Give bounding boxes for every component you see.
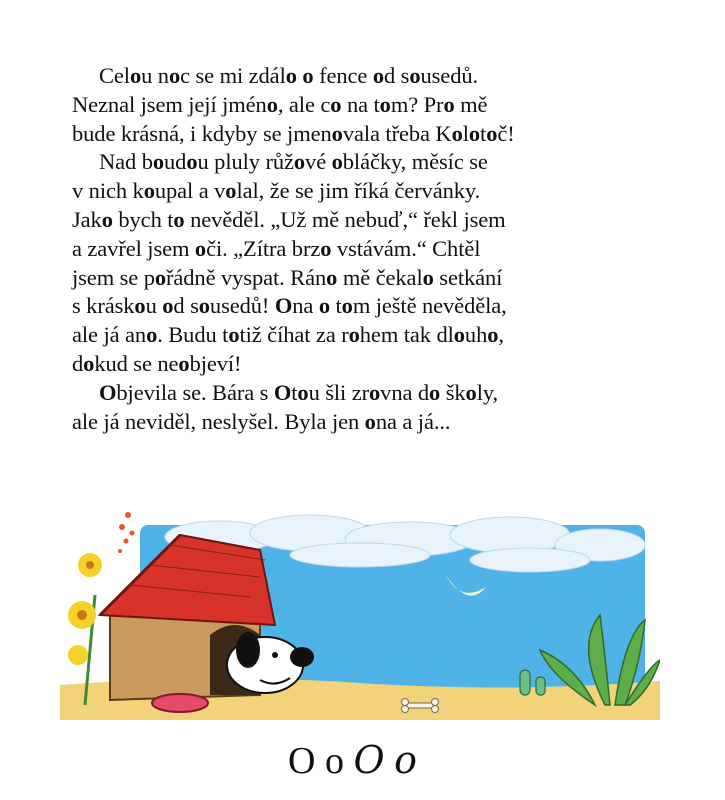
highlighted-letter: o xyxy=(486,120,498,146)
text-run: ale já neviděl, neslyšel. Byla jen xyxy=(72,408,365,434)
print-uppercase-o: O xyxy=(288,740,316,782)
highlighted-letter: o xyxy=(168,63,181,88)
text-line xyxy=(72,292,662,321)
highlighted-letter: o xyxy=(379,91,391,117)
text-line xyxy=(72,62,662,91)
highlighted-letter: o xyxy=(331,149,343,175)
highlighted-letter: o xyxy=(487,322,499,348)
highlighted-letter: o xyxy=(341,293,353,319)
highlighted-letter: o xyxy=(318,293,330,319)
highlighted-letter: o xyxy=(422,264,434,290)
highlighted-letter: o xyxy=(83,350,95,376)
highlighted-letter: o xyxy=(101,206,113,232)
text-run: vé xyxy=(305,149,332,175)
highlighted-letter: o xyxy=(162,293,174,319)
text-run: č! xyxy=(497,120,515,146)
highlighted-letter: o xyxy=(285,63,297,88)
text-run: usedů. xyxy=(420,63,479,88)
text-run: d s xyxy=(384,63,410,88)
text-run: , ale c xyxy=(277,91,331,117)
text-run: kud se ne xyxy=(94,350,179,376)
highlighted-letter: O xyxy=(99,379,117,405)
highlighted-letter: o xyxy=(409,63,421,88)
text-run: bych t xyxy=(112,206,174,232)
text-run: u pluly růž xyxy=(197,149,294,175)
text-run: tiž číhat za r xyxy=(239,322,349,348)
text-run: na a já... xyxy=(375,408,451,434)
highlighted-letter: o xyxy=(372,63,384,88)
text-run: t xyxy=(480,120,487,146)
highlighted-letter: o xyxy=(146,322,158,348)
text-line xyxy=(72,177,662,206)
highlighted-letter: o xyxy=(348,322,360,348)
text-run: uh xyxy=(464,322,488,348)
text-run: vstávám.“ Chtěl xyxy=(331,235,481,261)
highlighted-letter: o xyxy=(302,63,314,88)
text-run: m ještě nevěděla, xyxy=(352,293,507,319)
text-run: a zavřel jsem xyxy=(72,235,195,261)
highlighted-letter: o xyxy=(198,293,210,319)
text-run: ly, xyxy=(476,379,499,405)
text-run: bude krásná, i kdyby se jmen xyxy=(72,120,332,146)
text-run: šk xyxy=(440,379,466,405)
highlighted-letter: o xyxy=(364,408,376,434)
text-run: fence xyxy=(313,63,373,88)
bowl-icon xyxy=(152,694,208,712)
text-run: m? Pr xyxy=(390,91,444,117)
text-run: upal a v xyxy=(154,178,226,204)
text-run: Jak xyxy=(72,206,102,232)
text-run: jsem se p xyxy=(72,264,155,290)
story-text xyxy=(72,62,662,436)
text-run: vna d xyxy=(380,379,430,405)
script-uppercase-o: O xyxy=(353,738,385,782)
script-lowercase-o: o xyxy=(394,738,417,782)
flower-left xyxy=(68,553,102,705)
highlighted-letter: O xyxy=(273,379,292,405)
text-run: v nich k xyxy=(72,178,144,204)
text-run: bjevila se. Bára s xyxy=(116,379,274,405)
highlighted-letter: o xyxy=(194,235,207,261)
highlighted-letter: o xyxy=(451,120,463,146)
highlighted-letter: o xyxy=(369,379,381,405)
text-line xyxy=(72,321,662,350)
highlighted-letter: o xyxy=(228,322,240,348)
highlighted-letter: o xyxy=(186,149,198,175)
text-run: . Budu t xyxy=(157,322,229,348)
text-run: hem tak dl xyxy=(359,322,454,348)
text-run: l xyxy=(462,120,469,146)
highlighted-letter: o xyxy=(143,178,155,204)
text-run: řádně vyspat. Rán xyxy=(166,264,327,290)
dog-house-illustration xyxy=(60,505,660,725)
text-run: Cel xyxy=(99,63,130,88)
text-run: , xyxy=(498,322,504,348)
highlighted-letter: o xyxy=(178,350,190,376)
highlighted-letter: o xyxy=(326,264,338,290)
text-run: vala třeba K xyxy=(342,120,452,146)
highlighted-letter: o xyxy=(330,91,342,117)
text-run: t xyxy=(291,379,298,405)
text-run: u n xyxy=(141,63,169,88)
text-line xyxy=(72,264,662,293)
highlighted-letter: o xyxy=(297,379,309,405)
text-run: bjeví! xyxy=(189,350,242,376)
highlighted-letter: o xyxy=(152,149,165,175)
highlighted-letter: O xyxy=(274,293,293,319)
highlighted-letter: o xyxy=(293,149,306,175)
text-run: s krásk xyxy=(72,293,135,319)
highlighted-letter: o xyxy=(465,379,477,405)
text-run: t xyxy=(329,293,342,319)
text-run: na t xyxy=(341,91,380,117)
text-run: c se mi zdál xyxy=(180,63,286,88)
text-run: nevěděl. „Už mě nebuď,“ řekl jsem xyxy=(184,206,506,232)
text-line xyxy=(72,120,662,149)
highlighted-letter: o xyxy=(266,91,278,117)
text-run: u šli zr xyxy=(308,379,370,405)
text-run: usedů! xyxy=(209,293,275,319)
highlighted-letter: o xyxy=(331,120,343,146)
text-line xyxy=(72,379,662,408)
chimney-sparkles xyxy=(118,512,135,553)
text-run: u xyxy=(145,293,163,319)
text-run: ud xyxy=(164,149,187,175)
text-run: mě čekal xyxy=(337,264,423,290)
letter-practice xyxy=(288,735,417,785)
text-run: mě xyxy=(454,91,488,117)
text-line xyxy=(72,148,662,177)
text-line xyxy=(72,350,662,379)
highlighted-letter: o xyxy=(453,322,465,348)
highlighted-letter: o xyxy=(468,120,481,146)
highlighted-letter: o xyxy=(154,264,166,290)
text-run: Nad b xyxy=(99,149,153,175)
highlighted-letter: o xyxy=(443,91,455,117)
text-line xyxy=(72,206,662,235)
text-run: d xyxy=(72,350,84,376)
text-run: lal, že se jim říká červánky. xyxy=(236,178,481,204)
text-line xyxy=(72,235,662,264)
highlighted-letter: o xyxy=(320,235,332,261)
text-run: d s xyxy=(173,293,199,319)
text-line xyxy=(72,408,662,437)
highlighted-letter: o xyxy=(173,206,185,232)
text-run: bláčky, měsíc se xyxy=(342,149,488,175)
text-run: či. „Zítra brz xyxy=(206,235,321,261)
highlighted-letter: o xyxy=(134,293,146,319)
text-line xyxy=(72,91,662,120)
highlighted-letter: o xyxy=(225,178,237,204)
text-run: na xyxy=(292,293,319,319)
print-lowercase-o: o xyxy=(324,740,344,782)
text-run: Neznal jsem její jmén xyxy=(72,91,267,117)
highlighted-letter: o xyxy=(129,63,142,88)
text-run: ale já an xyxy=(72,322,147,348)
text-run: setkání xyxy=(433,264,503,290)
highlighted-letter: o xyxy=(429,379,441,405)
